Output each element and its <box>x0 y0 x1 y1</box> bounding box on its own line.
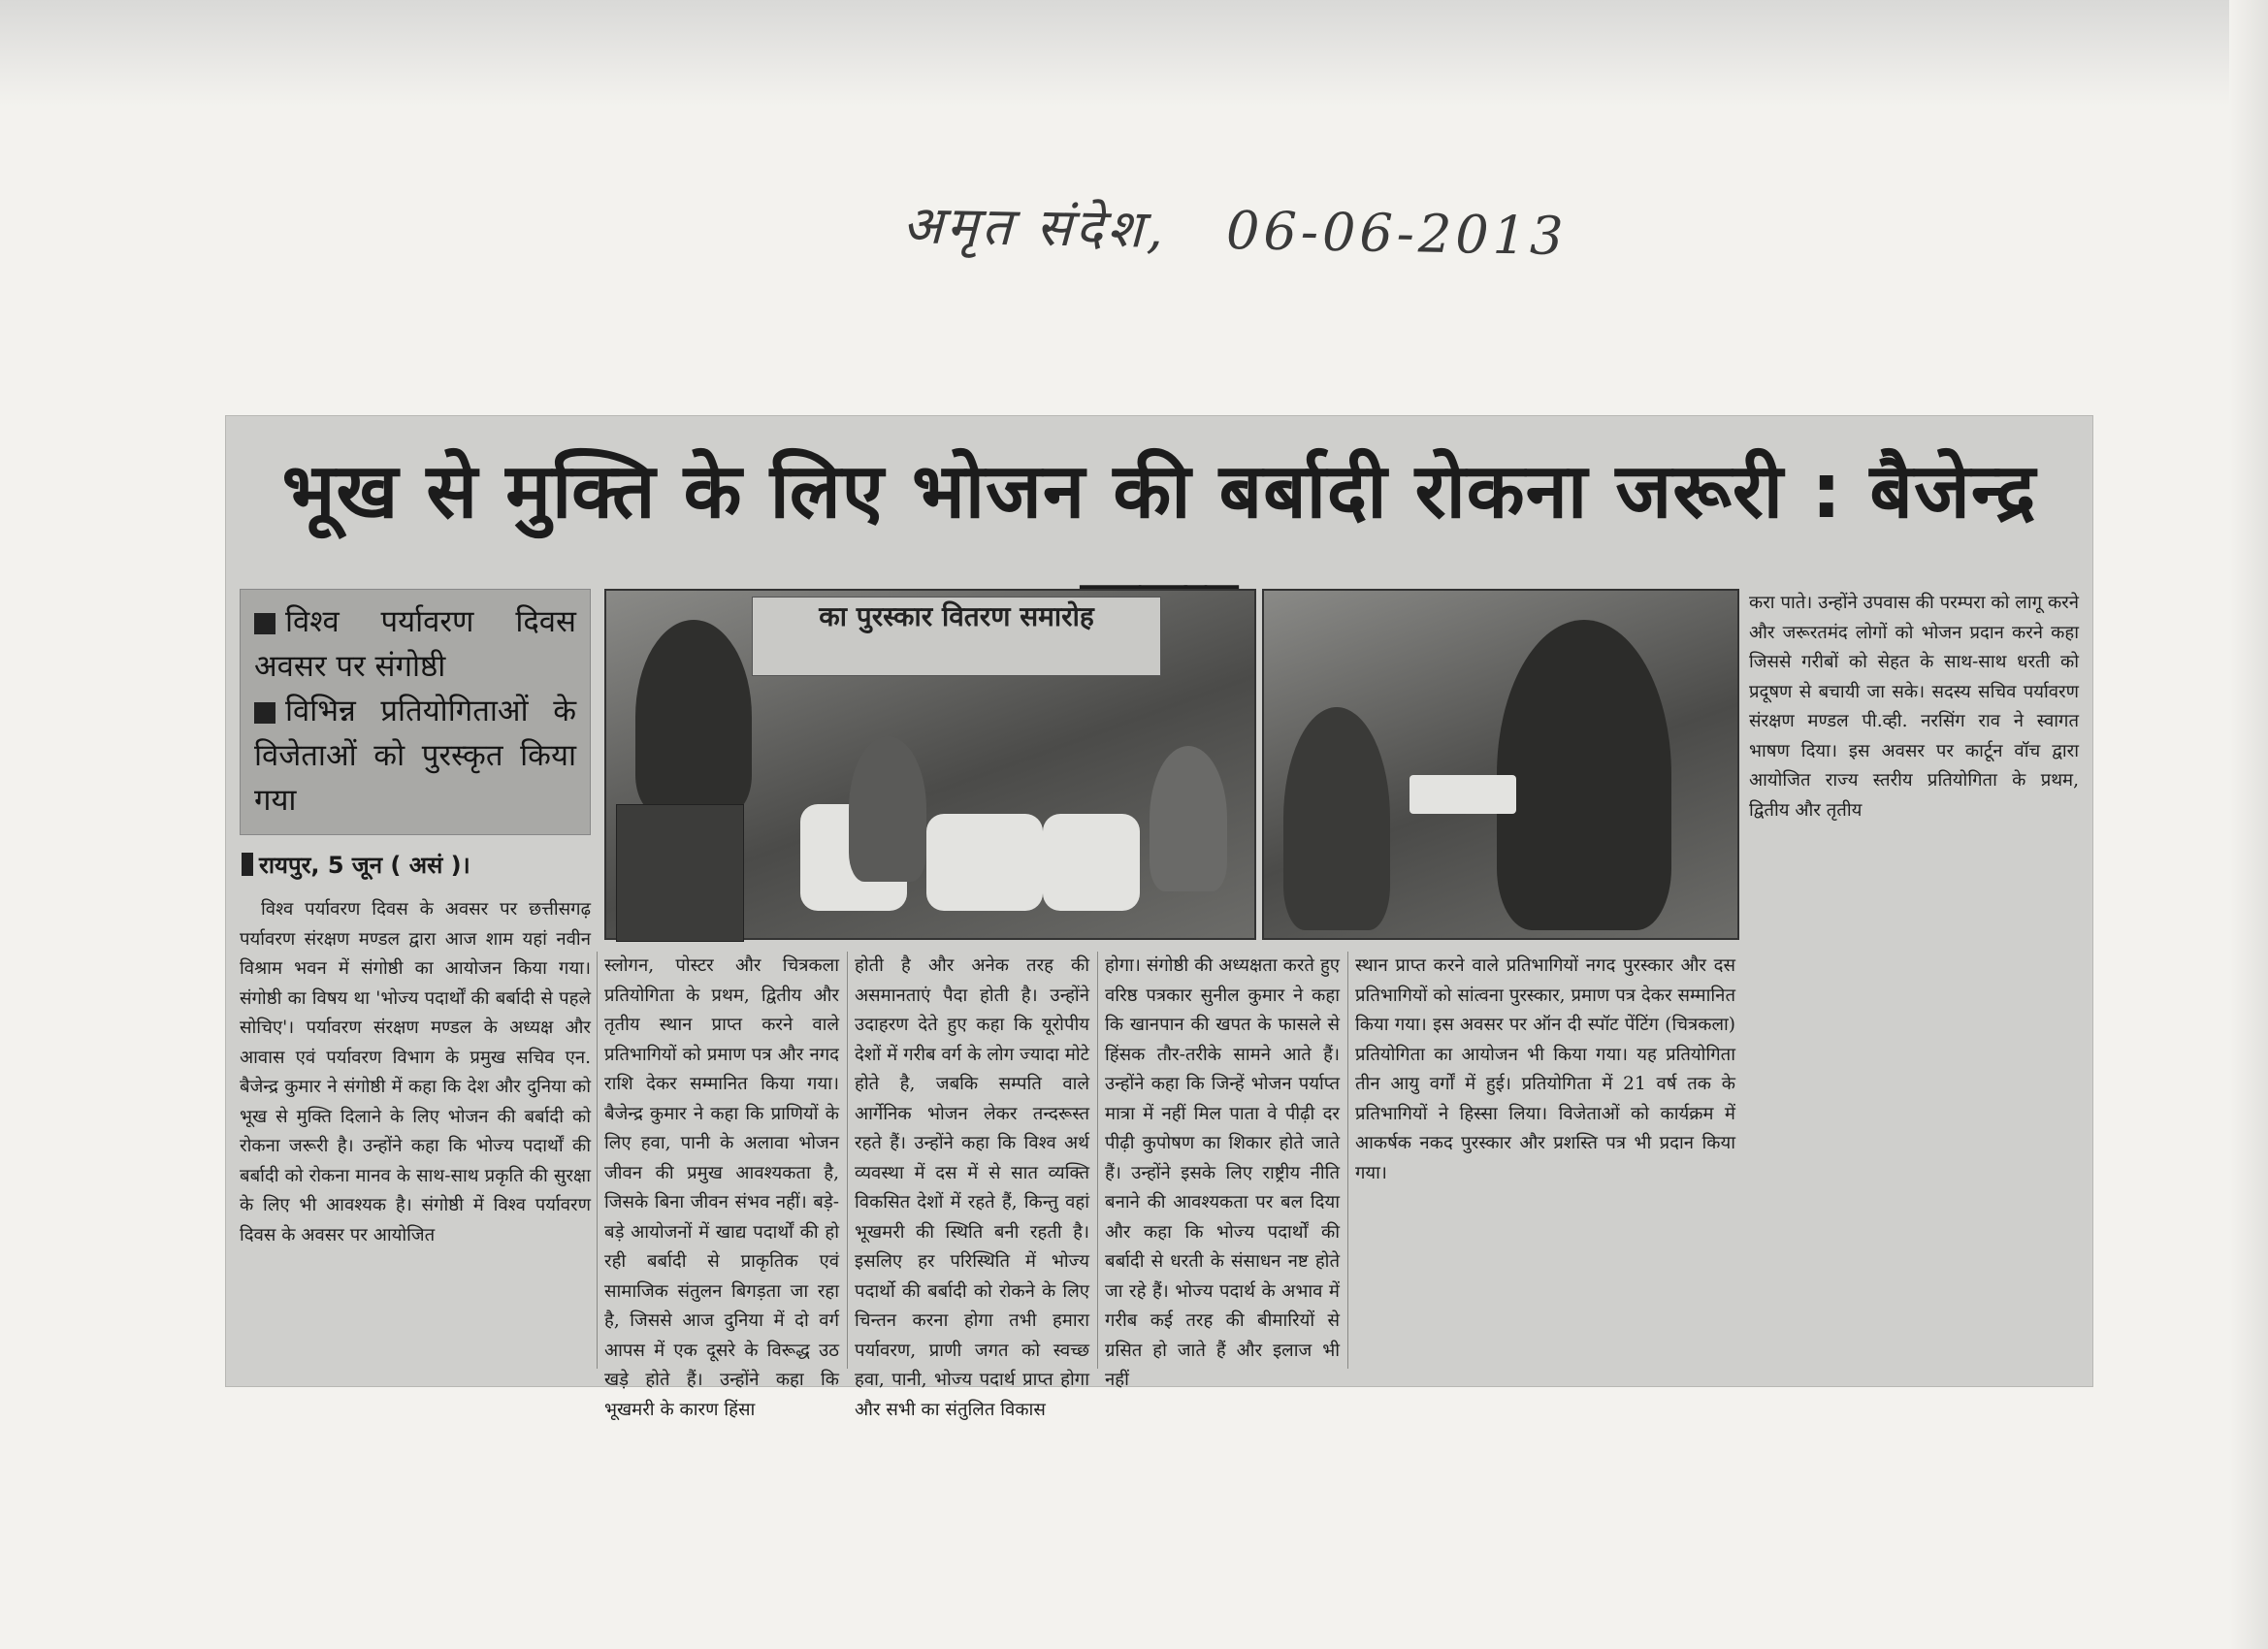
child-figure <box>1283 707 1390 930</box>
column-divider <box>1097 952 1098 1369</box>
highlights-box <box>240 589 591 835</box>
square-bullet-icon <box>254 702 275 724</box>
newspaper-clipping <box>225 415 2093 1420</box>
article-column: होती है और अनेक तरह की असमानताएं पैदा होती है। उन्होंने उदाहरण देते हुए कहा कि यूरोपीय देशों में गरीब वर्ग के लोग ज्यादा मोटे होते है, जबकि सम्पति वाले आर्गेनिक भोजन लेकर तन्दरूस्त रहते हैं। उन्होंने कहा कि विश्व अर्थ व्यवस्था में दस में से सात व्यक्ति विकसित देशों में रहते हैं, किन्तु वहां भूखमरी की स्थिति बनी रहती है। इसलिए हर परिस्थिति में भोज्य पदार्थो की बर्बादी को रोकने के लिए चिन्तन करना होगा तभी हमारा पर्यावरण, प्राणी जगत को स्वच्छ हवा, पानी, भोज्य पदार्थ प्राप्त होगा और सभी का संतुलित विकास <box>855 955 1089 1420</box>
highlight-item <box>254 689 576 823</box>
chair <box>926 814 1043 911</box>
photo-speaker-at-podium <box>604 589 1256 940</box>
handwritten-date: 06-06-2013 <box>1225 199 1568 268</box>
dateline <box>242 849 591 884</box>
presenter-figure <box>1497 620 1671 930</box>
column-divider <box>847 952 848 1369</box>
handwritten-source: अमृत संदेश, <box>901 194 1168 260</box>
podium <box>616 804 744 942</box>
dateline-marker-icon <box>242 853 253 876</box>
column-divider <box>1347 952 1348 1369</box>
highlight-item <box>254 599 576 689</box>
certificate <box>1409 775 1516 814</box>
handwritten-annotation <box>901 186 1776 318</box>
article-column: करा पाते। उन्होंने उपवास की परम्परा को लागू करने और जरूरतमंद लोगों को भोजन प्रदान करने कहा जिससे गरीबों को सेहत के साथ-साथ धरती को प्रदूषण से बचायी जा सके। सदस्य सचिव पर्यावरण संरक्षण मण्डल पी.व्ही. नरसिंग राव ने स्वागत भाषण दिया। इस अवसर पर कार्टून वॉच द्वारा आयोजित राज्य स्तरीय प्रतियोगिता के प्रथम, द्वितीय और तृतीय <box>1749 593 2079 821</box>
chair <box>1043 814 1140 911</box>
highlight-text: विभिन्न प्रतियोगिताओं के विजेताओं को पुरस्कृत किया गया <box>254 694 576 818</box>
article-column: स्थान प्राप्त करने वाले प्रतिभागियों नगद पुरस्कार और दस प्रतिभागियों को सांत्वना पुरस्कार, प्रमाण पत्र देकर सम्मानित किया गया। इस अवसर पर ऑन दी स्पॉट पेंटिंग (चित्रकला) प्रतियोगिता का आयोजन भी किया गया। यह प्रतियोगिता तीन आयु वर्गों में हुई। प्रतियोगिता में 21 वर्ष तक के प्रतिभागियों ने हिस्सा लिया। विजेताओं को कार्यक्रम में आकर्षक नकद पुरस्कार और प्रशस्ति पत्र भी प्रदान किया गया। <box>1355 955 1735 1183</box>
article-column: स्लोगन, पोस्टर और चित्रकला प्रतियोगिता के प्रथम, द्वितीय और तृतीय स्थान प्राप्त करने वाले प्रतिभागियों को प्रमाण पत्र और नगद राशि देकर सम्मानित किया गया। बैजेन्द्र कुमार ने कहा कि प्राणियों के लिए हवा, पानी के अलावा भोजन जीवन की प्रमुख आवश्यकता है, जिसके बिना जीवन संभव नहीं। बड़े-बड़े आयोजनों में खाद्य पदार्थों की हो रही बर्बादी से प्राकृतिक एवं सामाजिक संतुलन बिगड़ता जा रहा है, जिससे आज दुनिया में दो वर्ग आपस में एक दूसरे के विरूद्ध उठ खड़े होते हैं। उन्होंने कहा कि भूखमरी के कारण हिंसा <box>604 955 839 1420</box>
article-column: विश्व पर्यावरण दिवस के अवसर पर छत्तीसगढ़ पर्यावरण संरक्षण मण्डल द्वारा आज शाम यहां नवीन विश्राम भवन में संगोष्ठी का आयोजन किया गया। संगोष्ठी का विषय था 'भोज्य पदार्थों की बर्बादी से पहले सोचिए'। पर्यावरण संरक्षण मण्डल के अध्यक्ष और आवास एवं पर्यावरण विभाग के प्रमुख सचिव एन. बैजेन्द्र कुमार ने संगोष्ठी में कहा कि देश और दुनिया को भूख से मुक्ति दिलाने के लिए भोजन की बर्बादी को रोकना जरूरी है। उन्होंने कहा कि भोज्य पदार्थों की बर्बादी को रोकना मानव के साथ-साथ प्रकृति की सुरक्षा के लिए भी आवश्यक है। संगोष्ठी में विश्व पर्यावरण दिवस के अवसर पर आयोजित <box>240 899 591 1245</box>
seated-guest-figure <box>849 736 926 882</box>
scan-right-shadow <box>2229 0 2268 1649</box>
scan-top-shadow <box>0 0 2268 107</box>
speaker-figure <box>635 620 752 814</box>
seated-guest-figure <box>1150 746 1227 891</box>
column-divider <box>597 952 598 1369</box>
photo-banner: का पुरस्कार वितरण समारोह <box>752 597 1161 676</box>
photo-award-presentation <box>1262 589 1739 940</box>
dateline-text: रायपुर, 5 जून ( असं )। <box>259 852 470 879</box>
highlight-text: विश्व पर्यावरण दिवस अवसर पर संगोष्ठी <box>254 604 576 684</box>
article-column: होगा। संगोष्ठी की अध्यक्षता करते हुए वरिष्ठ पत्रकार सुनील कुमार ने कहा कि खानपान की खपत के फासले से हिंसक तौर-तरीके सामने आते हैं। उन्होंने कहा कि जिन्हें भोजन पर्याप्त मात्रा में नहीं मिल पाता वे पीढ़ी दर पीढ़ी कुपोषण का शिकार होते जाते हैं। उन्होंने इसके लिए राष्ट्रीय नीति बनाने की आवश्यकता पर बल दिया और कहा कि भोज्य पदार्थों की बर्बादी से धरती के संसाधन नष्ट होते जा रहे हैं। भोज्य पदार्थ के अभाव में गरीब कई तरह की बीमारियों से ग्रसित हो जाते हैं और इलाज भी नहीं <box>1105 955 1340 1390</box>
square-bullet-icon <box>254 613 275 634</box>
article-headline: भूख से मुक्ति के लिए भोजन की बर्बादी रोकना जरूरी : बैजेन्द्र <box>281 448 2037 535</box>
